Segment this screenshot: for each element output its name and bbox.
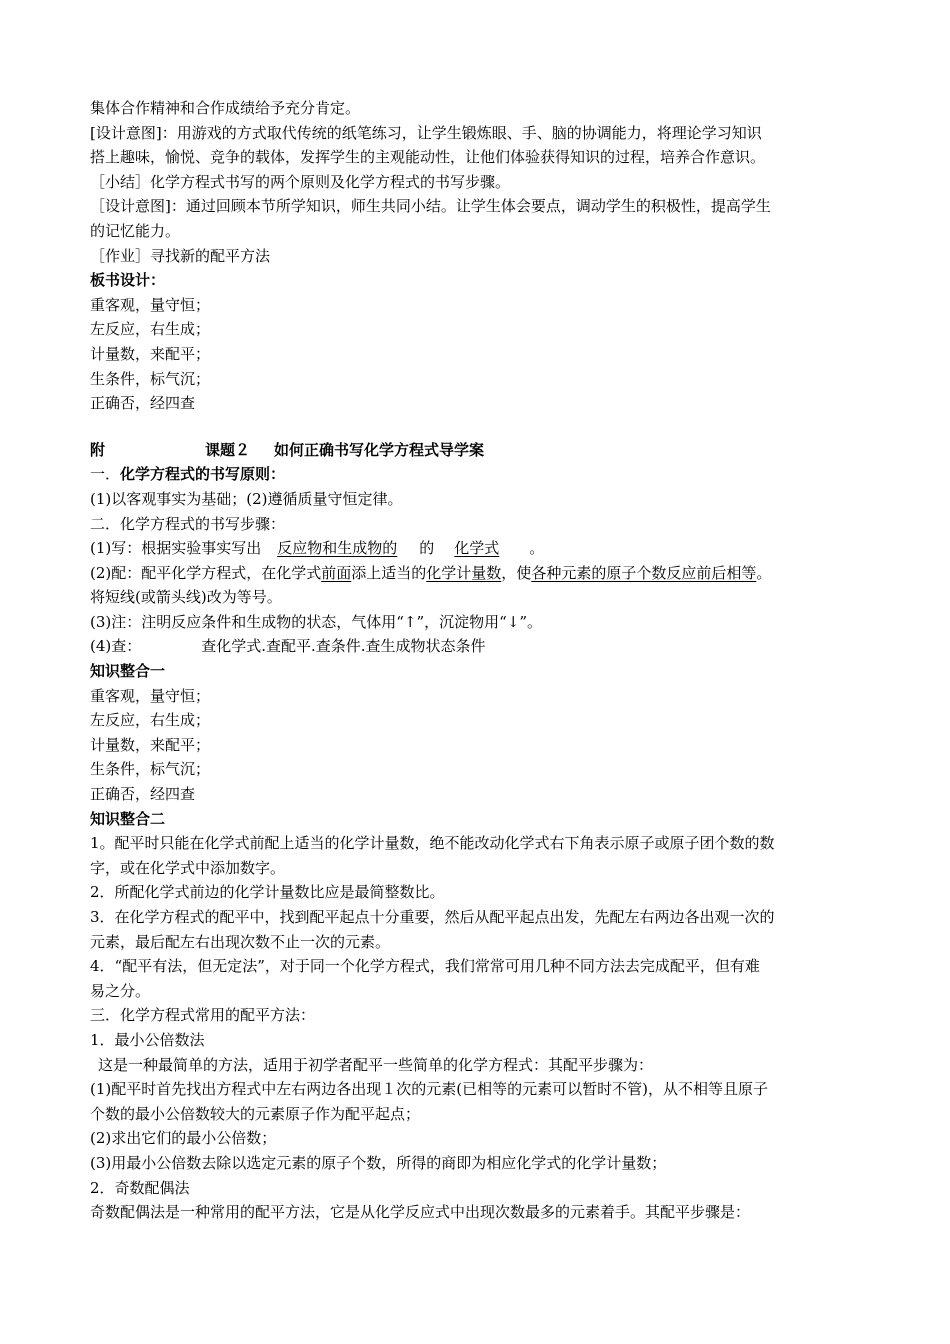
knowledge-two-line: 字，或在化学式中添加数字。 [90,858,286,877]
intro-line: 搭上趣味，愉悦、竞争的载体，发挥学生的主观能动性，让他们体验获得知识的过程，培养合作意识。 [90,148,766,167]
board-line: 重客观，量守恒； [90,295,211,314]
blank-formula-text: 化学式 [454,539,500,558]
knowledge-two-line: 易之分。 [90,981,151,1000]
appendix-prefix: 附 [90,440,106,459]
knowledge-two-line: 4．“配平有法，但无定法”，对于同一个化学方程式，我们常常可用几种不同方法去完成配平，但有难 [90,957,760,976]
step-check-label: (4)查： [90,637,142,656]
principles-num: 一． [90,465,121,484]
principles-heading [90,462,870,487]
knowledge-one-line: 左反应，右生成； [90,711,211,730]
knowledge-one-line: 正确否，经四查 [90,785,196,804]
method-odd-even-title: 2．奇数配偶法 [90,1178,190,1197]
board-line: 计量数，来配平； [90,344,211,363]
method-lcm-title: 1．最小公倍数法 [90,1030,205,1049]
knowledge-two-line: 1。配平时只能在化学式前配上适当的化学计量数，绝不能改动化学式右下角表示原子或原子团个数的数 [90,834,775,853]
underline-atom-count: 各种元素的原子个数反应前后相等 [531,563,757,582]
step-write-text: (1)写：根据实验事实写出 [90,539,262,558]
step-balance-a: (2)配：配平化学方程式，在化学式 [90,563,322,582]
knowledge-two-line: 元素，最后配左右出现次数不止一次的元素。 [90,932,391,951]
step-balance-c: ，使 [501,563,532,582]
principles-text: (1)以客观事实为基础；(2)遵循质量守恒定律。 [90,489,403,508]
steps-heading: 二．化学方程式的书写步骤： [90,514,286,533]
method-lcm-step: (1)配平时首先找出方程式中左右两边各出现１次的元素(已相等的元素可以暂时不管)，从不相等且原子 [90,1080,768,1099]
step-balance-line2: 将短线(或箭头线)改为等号。 [90,588,282,607]
method-lcm-step: (3)用最小公倍数去除以选定元素的原子个数，所得的商即为相应化学式的化学计量数； [90,1153,667,1172]
appendix-title [90,438,870,463]
board-line: 正确否，经四查 [90,394,196,413]
intro-line: ［设计意图]：通过回顾本节所学知识，师生共同小结。让学生体会要点，调动学生的积极性，提高学生 [90,197,771,216]
blank-reactants [261,539,419,557]
intro-line: [设计意图]：用游戏的方式取代传统的纸笔练习，让学生锻炼眼、手、脑的协调能力，将理论学习知识 [90,123,762,142]
principles-title: 化学方程式的书写原则： [120,465,286,484]
appendix-lesson: 课题２ [205,440,251,459]
blank-reactants-text: 反应物和生成物的 [277,539,398,558]
methods-heading: 三．化学方程式常用的配平方法： [90,1006,316,1025]
underline-coefficient: 化学计量数 [426,563,502,582]
step-write [90,536,870,561]
intro-line: 的记忆能力。 [90,221,181,240]
step-balance [90,561,870,586]
step-check [90,634,870,659]
step-write-end: 。 [529,539,545,558]
underline-front: 前面 [321,563,352,582]
knowledge-one-heading: 知识整合一 [90,662,166,681]
knowledge-two-heading: 知识整合二 [90,809,166,828]
appendix-heading: 如何正确书写化学方程式导学案 [274,440,485,459]
intro-line: 集体合作精神和合作成绩给予充分肯定。 [90,99,361,117]
document-page [90,96,870,1225]
knowledge-two-line: 2．所配化学式前边的化学计量数比应是最简整数比。 [90,883,445,902]
method-lcm-step: 个数的最小公倍数较大的元素原子作为配平起点； [90,1104,421,1123]
knowledge-one-line: 生条件，标气沉； [90,760,211,779]
method-odd-even-text: 奇数配偶法是一种常用的配平方法，它是从化学反应式中出现次数最多的元素着手。其配平步骤是： [90,1203,751,1222]
method-lcm-intro: 这是一种最简单的方法，适用于初学者配平一些简单的化学方程式：其配平步骤为： [98,1055,654,1074]
step-write-of: 的 [419,539,435,558]
knowledge-two-line: 3．在化学方程式的配平中，找到配平起点十分重要，然后从配平起点出发，先配左右两边各出观一次的 [90,908,775,926]
blank-formula [448,539,529,557]
knowledge-one-line: 重客观，量守恒； [90,686,211,705]
board-line: 生条件，标气沉； [90,369,211,388]
method-lcm-step: (2)求出它们的最小公倍数； [90,1129,277,1148]
step-note: (3)注：注明反应条件和生成物的状态，气体用“↑”，沉淀物用“↓”。 [90,612,543,631]
board-line: 左反应，右生成； [90,320,211,339]
homework-line: ［作业］寻找新的配平方法 [90,246,271,265]
step-check-text: 查化学式.查配平.查条件.查生成物状态条件 [201,637,486,656]
board-design-heading: 板书设计： [90,271,166,290]
step-balance-b: 添上适当的 [351,563,427,582]
step-balance-d: 。 [756,563,772,582]
summary-line: ［小结］化学方程式书写的两个原则及化学方程式的书写步骤。 [90,172,511,191]
knowledge-one-line: 计量数，来配平； [90,735,211,754]
